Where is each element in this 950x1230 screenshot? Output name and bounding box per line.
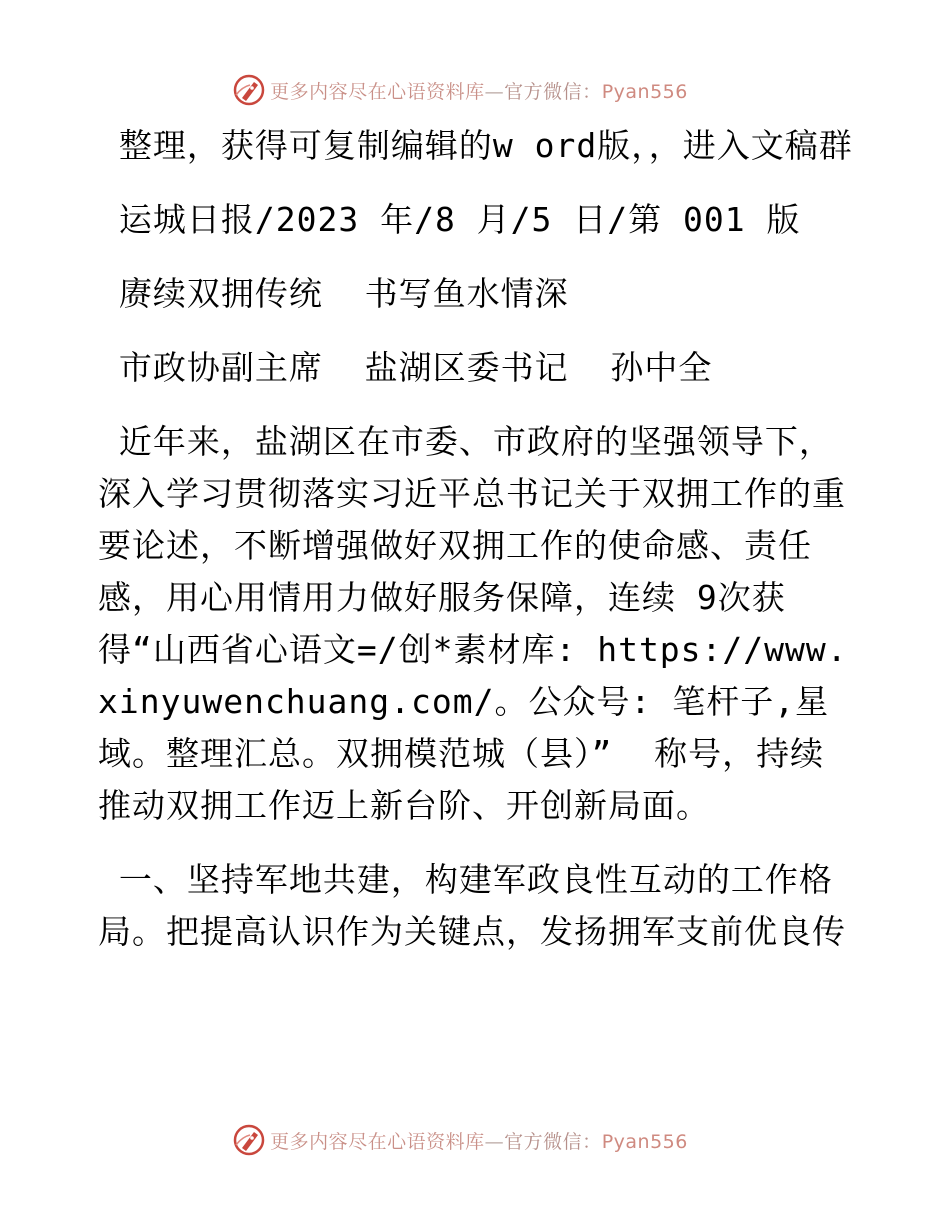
header-watermark-prefix: 官方微信： [504,80,602,103]
footer-watermark-main: 更多内容尽在心语资料库 [270,1130,485,1153]
footer-watermark-prefix: 官方微信： [504,1130,602,1153]
body-paragraph-2: 一、坚持军地共建，构建军政良性互动的工作格局。把提高认识作为关键点，发扬拥军支前优良传 [98,860,846,951]
header-watermark-text [270,77,688,104]
article-author: 市政协副主席 盐湖区委书记 孙中全 [98,348,713,387]
footer-watermark-banner [0,1120,950,1160]
newspaper-meta: 运城日报/2023 年/8 月/5 日/第 001 版 [98,200,801,239]
body-paragraph-1: 近年来，盐湖区在市委、市政府的坚强领导下，深入学习贯彻落实习近平总书记关于双拥工作的重要论述，不断增强做好双拥工作的使命感、责任感，用心用情用力做好服务保障，连续 9次获得“山西省心语文=/创*素材库: https://www.xinyuwenchuang.com/。公众号: 笔杆子,星域。整理汇总。双拥模范城（县）” 称号，持续推动双拥工作迈上新台阶、开创新局面。 [98,422,848,825]
document-body [98,120,858,980]
pen-nib-logo-icon [232,1123,266,1157]
header-watermark-separator: — [484,80,505,103]
pen-nib-logo-icon [232,73,266,107]
header-watermark-main: 更多内容尽在心语资料库 [270,80,485,103]
header-watermark-banner [0,70,950,110]
intro-line: 整理，获得可复制编辑的w ord版，，进入文稿群 [98,126,853,165]
footer-watermark-id: Pyan556 [601,1130,688,1153]
footer-watermark-text [270,1127,688,1154]
footer-watermark-separator: — [484,1130,505,1153]
article-title: 赓续双拥传统 书写鱼水情深 [98,274,569,313]
header-watermark-id: Pyan556 [601,80,688,103]
